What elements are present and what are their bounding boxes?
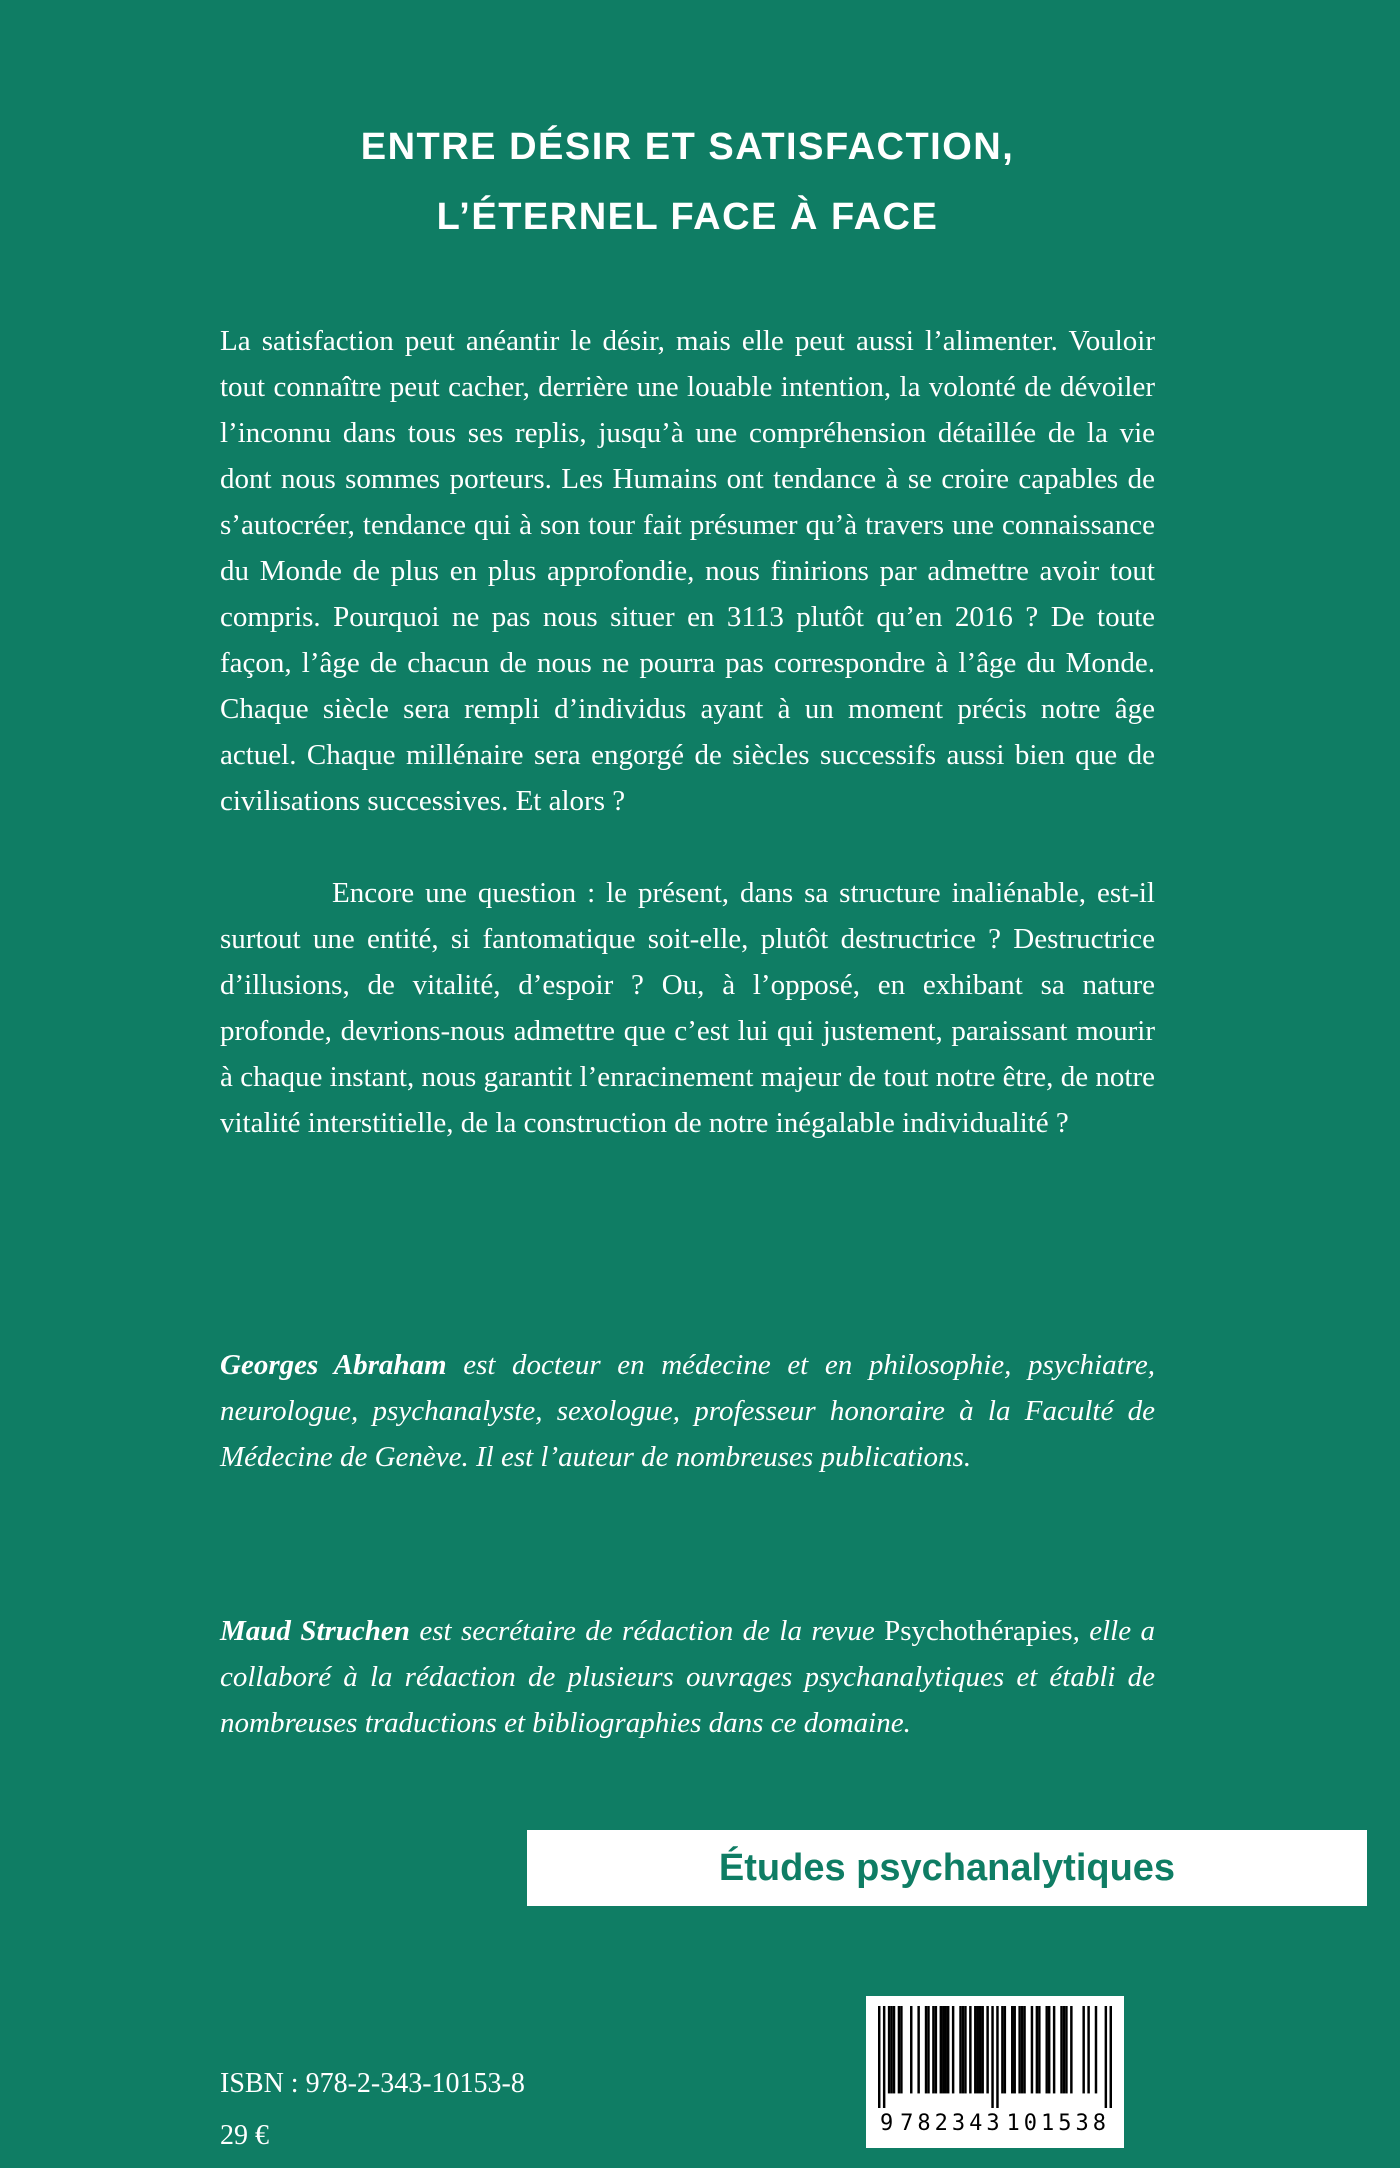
title-block	[220, 112, 1155, 252]
price-text: 29 €	[220, 2120, 269, 2151]
journal-title: Psychothérapies	[884, 1615, 1073, 1647]
barcode-bars	[878, 2006, 1112, 2108]
author-name-georges-abraham: Georges Abraham	[220, 1349, 447, 1381]
collection-name: Études psychanalytiques	[718, 1846, 1176, 1889]
isbn-text: ISBN : 978-2-343-10153-8	[220, 2068, 525, 2099]
barcode-number	[878, 2111, 1112, 2136]
author-bio-text-2a: est secrétaire de rédaction de la revue	[409, 1615, 885, 1647]
synopsis-section	[220, 318, 1155, 1146]
barcode-digit-group-1: 9	[880, 2111, 898, 2136]
collection-banner	[527, 1830, 1367, 1906]
author-bio-maud-struchen	[220, 1608, 1155, 1746]
synopsis-paragraph-1: La satisfaction peut anéantir le désir, mais elle peut aussi l’alimenter. Vouloir tout connaître peut cacher, derrière une louable intention, la volonté de dévoiler l’inconnu dans tous ses replis, jusqu’à une compréhension détaillée de la vie dont nous sommes porteurs. Les Humains ont tendance à se croire capables de s’autocréer, tendance qui à son tour fait présumer qu’à travers une connaissance du Monde de plus en plus approfondie, nous finirions par admettre avoir tout compris. Pourquoi ne pas nous situer en 3113 plutôt qu’en 2016 ? De toute façon, l’âge de chacun de nous ne pourra pas correspondre à l’âge du Monde. Chaque siècle sera rempli d’individus ayant à un moment précis notre âge actuel. Chaque millénaire sera engorgé de siècles successifs aussi bien que de civilisations successives. Et alors ?	[220, 325, 1155, 817]
bio-paragraph-2	[220, 1608, 1155, 1746]
author-bio-text-1: est docteur en médecine et en philosophie, psychiatre, neurologue, psychanalyste, sexologue, professeur honoraire à la Faculté de Médecine de Genève. Il est l’auteur de nombreuses publications.	[220, 1349, 1155, 1473]
barcode-digit-group-2: 782343	[900, 2111, 1004, 2136]
bio-paragraph-1	[220, 1342, 1155, 1480]
barcode-digit-group-3: 101538	[1006, 2111, 1110, 2136]
isbn-price-block	[220, 2066, 525, 2154]
barcode	[866, 1996, 1124, 2148]
author-bio-georges-abraham	[220, 1342, 1155, 1480]
book-title-line-2: L’ÉTERNEL FACE À FACE	[436, 196, 939, 238]
author-name-maud-struchen: Maud Struchen	[220, 1615, 410, 1647]
synopsis-paragraph-2: Encore une question : le présent, dans sa structure inaliénable, est-il surtout une entité, si fantomatique soit-elle, plutôt destructrice ? Destructrice d’illusions, de vitalité, d’espoir ? Ou, à l’opposé, en exhibant sa nature profonde, devrions-nous admettre que c’est lui qui justement, paraissant mourir à chaque instant, nous garantit l’enracinement majeur de tout notre être, de notre vitalité interstitielle, de la construction de notre inégalable individualité ?	[220, 877, 1155, 1139]
author-bio-text-2b: , elle a collaboré à la rédaction de plusieurs ouvrages psychanalytiques et établi de nombreuses traductions et bibliographies dans ce domaine.	[220, 1615, 1156, 1739]
book-title-line-1: ENTRE DÉSIR ET SATISFACTION,	[360, 126, 1015, 168]
